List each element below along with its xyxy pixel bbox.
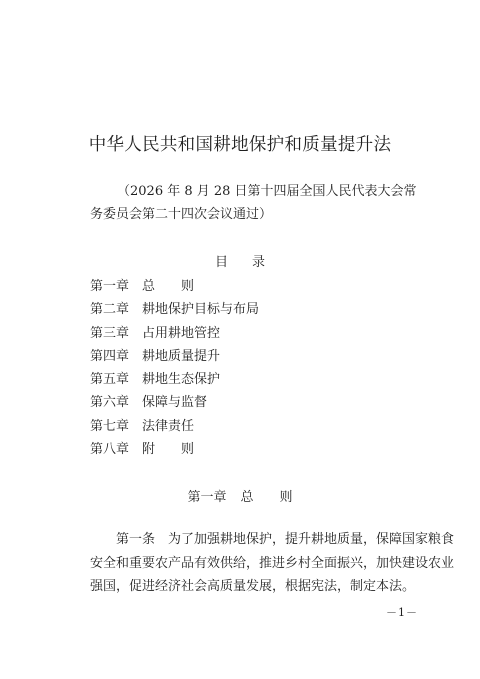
toc-item [90, 345, 259, 368]
toc-chapter-number: 第四章 [90, 348, 130, 364]
toc-chapter-name: 总 则 [142, 279, 195, 294]
toc-chapter-number: 第一章 [90, 279, 130, 294]
toc-item [90, 391, 259, 414]
page-number: －1－ [386, 606, 418, 619]
toc-item [90, 368, 259, 391]
toc-chapter-name: 耕地生态保护 [142, 372, 221, 388]
adoption-note-line-2: 务委员会第二十四次会议通过） [90, 207, 273, 222]
chapter-heading [0, 486, 480, 505]
toc-chapter-number: 第二章 [90, 302, 130, 318]
adoption-note-line-1: （2026 年 8 月 28 日第十四届全国人民代表大会常 [117, 184, 417, 199]
toc-item [90, 322, 259, 345]
toc-chapter-number: 第五章 [90, 372, 130, 388]
toc-item [90, 415, 259, 438]
toc-chapter-number: 第七章 [90, 418, 130, 434]
toc-chapter-name: 耕地保护目标与布局 [142, 302, 260, 318]
article-line-2: 安全和重要农产品有效供给，推进乡村全面振兴，加快建设农业 [90, 555, 455, 571]
article-line-3: 强国，促进经济社会高质量发展，根据宪法，制定本法。 [90, 579, 416, 594]
toc-chapter-name: 附 则 [142, 442, 195, 458]
toc-chapter-name: 保障与监督 [142, 395, 208, 411]
article-text-1: 为了加强耕地保护，提升耕地质量，保障国家粮食 [168, 532, 455, 547]
toc-item [90, 275, 259, 298]
article-label: 第一条 [116, 532, 156, 547]
toc-heading-left: 目 [214, 255, 228, 270]
toc-chapter-number: 第三章 [90, 325, 130, 341]
toc-item [90, 438, 259, 461]
table-of-contents [90, 275, 259, 461]
toc-item [90, 298, 259, 321]
adoption-note [90, 180, 417, 226]
article-line-1 [90, 528, 455, 552]
law-title: 中华人民共和国耕地保护和质量提升法 [88, 135, 392, 155]
chapter-heading-number: 第一章 [187, 490, 227, 505]
table-of-contents-heading [0, 251, 480, 270]
toc-chapter-name: 占用耕地管控 [142, 325, 221, 341]
toc-heading-right: 录 [252, 255, 266, 270]
toc-chapter-number: 第八章 [90, 442, 130, 458]
toc-chapter-number: 第六章 [90, 395, 130, 411]
article-paragraph [90, 528, 455, 599]
toc-chapter-name: 法律责任 [142, 418, 195, 434]
toc-chapter-name: 耕地质量提升 [142, 348, 221, 364]
chapter-heading-name: 总 则 [240, 490, 293, 505]
